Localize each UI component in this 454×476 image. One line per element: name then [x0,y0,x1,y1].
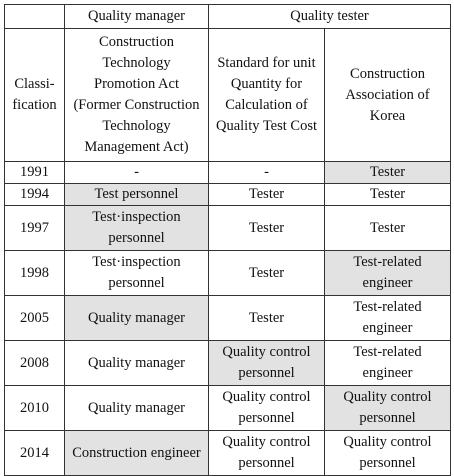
manager-cell: Quality manager [65,296,209,341]
table-row [5,386,451,431]
table-body [5,162,451,476]
header-classification: Classi- fication [5,29,65,162]
quality-personnel-table [4,4,451,476]
year-cell: 2005 [5,296,65,341]
year-cell: 2014 [5,431,65,476]
standard-cell: Tester [209,184,325,206]
manager-cell: Test·inspection personnel [65,251,209,296]
manager-cell: Quality manager [65,386,209,431]
header-association: Construction Association of Korea [325,29,451,162]
standard-cell: Quality control personnel [209,341,325,386]
header-row-bottom [5,29,451,162]
header-quality-tester: Quality tester [209,5,451,29]
table-row [5,206,451,251]
header-row-top [5,5,451,29]
standard-cell: Quality control personnel [209,431,325,476]
table-row [5,251,451,296]
header-standard: Standard for unit Quantity for Calculation of Quality Test Cost [209,29,325,162]
header-quality-manager: Quality manager [65,5,209,29]
standard-cell: Tester [209,251,325,296]
table-row [5,162,451,184]
table-row [5,296,451,341]
association-cell: Test-related engineer [325,296,451,341]
manager-cell: Construction engineer [65,431,209,476]
manager-cell: Quality manager [65,341,209,386]
standard-cell: Tester [209,206,325,251]
header-act: Construction Technology Promotion Act (Former Construction Technology Management Act) [65,29,209,162]
year-cell: 1997 [5,206,65,251]
association-cell: Quality control personnel [325,431,451,476]
manager-cell: Test personnel [65,184,209,206]
header-blank-cell [5,5,65,29]
standard-cell: Tester [209,296,325,341]
table-row [5,431,451,476]
year-cell: 1998 [5,251,65,296]
association-cell: Test-related engineer [325,341,451,386]
association-cell: Tester [325,184,451,206]
association-cell: Test-related engineer [325,251,451,296]
manager-cell: Test·inspection personnel [65,206,209,251]
year-cell: 1991 [5,162,65,184]
table-row [5,184,451,206]
association-cell: Tester [325,162,451,184]
standard-cell: - [209,162,325,184]
standard-cell: Quality control personnel [209,386,325,431]
manager-cell: - [65,162,209,184]
year-cell: 2010 [5,386,65,431]
year-cell: 2008 [5,341,65,386]
association-cell: Tester [325,206,451,251]
year-cell: 1994 [5,184,65,206]
association-cell: Quality control personnel [325,386,451,431]
table-row [5,341,451,386]
